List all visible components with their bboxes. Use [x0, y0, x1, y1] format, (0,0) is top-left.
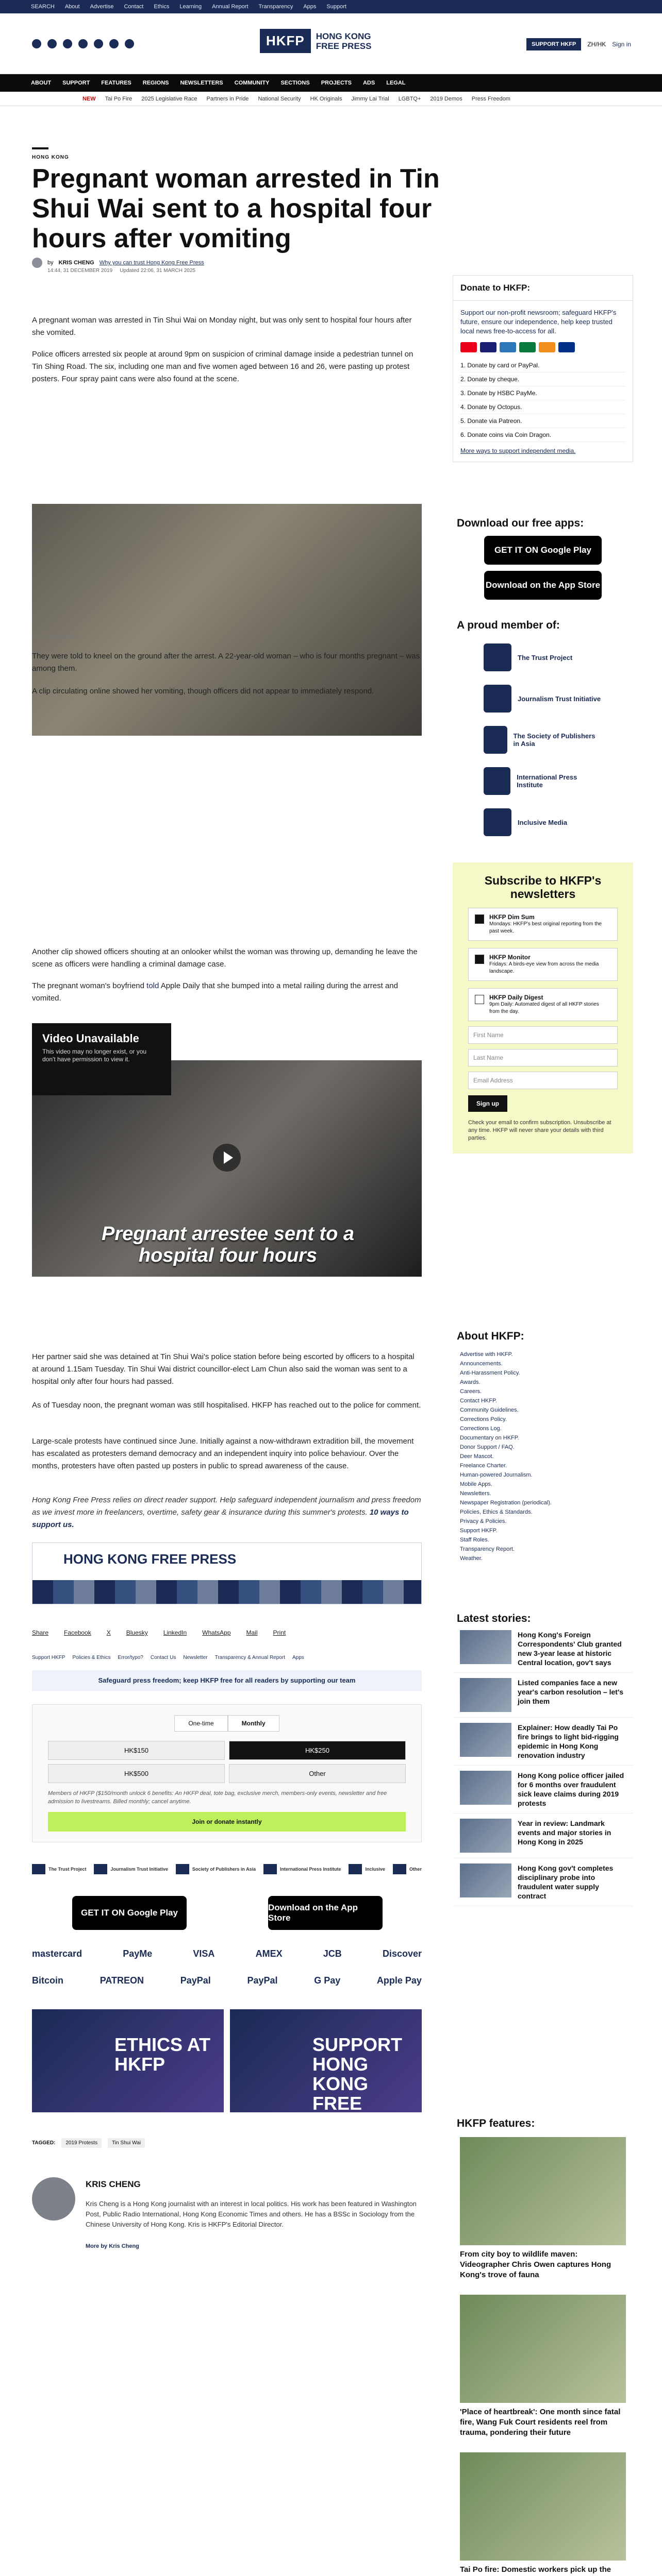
frequency-toggle — [48, 1715, 406, 1732]
trending-bar — [0, 92, 662, 106]
bitcoin-icon: Bitcoin — [32, 1975, 63, 1986]
unavailable-message: This video may no longer exist, or you don't have permission to view it. — [42, 1048, 147, 1063]
share-label: Share — [32, 1629, 49, 1636]
share-bluesky[interactable]: Bluesky — [126, 1629, 148, 1636]
tag[interactable]: 2019 Protests — [61, 2138, 102, 2148]
paragraph: As of Tuesday noon, the pregnant woman was still hospitalised. HKFP has reached out to the police for comment. — [32, 1401, 421, 1410]
donate-option[interactable]: 1. Donate by card or PayPal. — [460, 359, 625, 372]
member-logo[interactable] — [484, 637, 602, 678]
trending-link[interactable]: Partners in Pride — [206, 95, 249, 102]
share-facebook[interactable]: Facebook — [64, 1629, 91, 1636]
tag[interactable]: Tin Shui Wai — [108, 2138, 145, 2148]
about-title: About HKFP: — [457, 1330, 524, 1342]
paragraph — [32, 980, 422, 1005]
donate-option[interactable]: 6. Donate coins via Coin Dragon. — [460, 428, 625, 442]
trending-link[interactable]: LGBTQ+ — [398, 95, 421, 102]
latest-story[interactable] — [453, 1858, 633, 1906]
newsletter-option[interactable] — [468, 908, 618, 941]
amount-grid — [48, 1741, 406, 1783]
feature-story[interactable] — [453, 2287, 633, 2445]
footer-link[interactable]: Newsletter — [183, 1655, 208, 1660]
story-thumbnail — [460, 1863, 511, 1897]
amount-option[interactable]: HK$150 — [48, 1741, 225, 1760]
apps-title: Download our free apps: — [457, 517, 584, 529]
footer-link[interactable]: Error/typo? — [118, 1655, 143, 1660]
safeguard-banner[interactable]: Safeguard press freedom; keep HKFP free for all readers by supporting our team — [32, 1670, 422, 1691]
trending-link[interactable]: National Security — [258, 95, 301, 102]
tags-row — [32, 2138, 145, 2148]
article-title: Pregnant woman arrested in Tin Shui Wai sent to a hospital four hours after vomiting — [32, 164, 440, 253]
newsletter-option[interactable] — [468, 948, 618, 981]
about-link[interactable]: Deer Mascot. — [460, 1453, 494, 1460]
features-widget — [453, 2117, 633, 2576]
discover-icon: Discover — [382, 1948, 422, 1959]
about-link[interactable]: Weather. — [460, 1555, 483, 1562]
ipi-icon — [484, 767, 510, 795]
video-overlay-text: Pregnant arrestee sent to a hospital four hours — [102, 1223, 354, 1266]
paragraph: Police officers arrested six people at around 9pm on suspicion of criminal damage inside a pedestrian tunnel on Tin Shing Road. The six, including one man and five women aged between 16 and 26, were pasting up protest posters. Four spray paint cans were also found at the scene. — [32, 350, 413, 383]
newsletter-desc: Fridays: A birds-eye view from across the media landscape. — [489, 961, 599, 974]
x-icon[interactable] — [47, 39, 57, 48]
newsletter-name: HKFP Dim Sum — [489, 913, 535, 921]
util-link[interactable]: About — [64, 4, 80, 10]
hkfp-banner[interactable] — [32, 1543, 422, 1604]
story-headline: Hong Kong's Foreign Correspondents' Club granted new 3-year lease at historic Central location, gov't says — [518, 1631, 622, 1667]
byline-prefix: by — [47, 260, 54, 266]
latest-widget — [453, 1613, 633, 1906]
paragraph: Another clip showed officers shouting at an onlooker whilst the woman was throwing up, demanding he leave the scene as officers were handling a criminal damage case. — [32, 947, 418, 969]
amex-icon: AMEX — [255, 1948, 283, 1959]
about-link[interactable]: Newsletters. — [460, 1490, 491, 1497]
bluesky-icon[interactable] — [125, 39, 134, 48]
about-link[interactable]: Freelance Charter. — [460, 1463, 507, 1469]
share-linkedin[interactable]: LinkedIn — [163, 1629, 187, 1636]
utility-bar — [0, 0, 662, 13]
newsletter-note: Check your email to confirm subscription. Unsubscribe at any time. HKFP will never share your details with third parties. — [468, 1120, 611, 1141]
story-thumbnail — [460, 1819, 511, 1853]
paypal-icon — [558, 342, 575, 352]
youtube-icon[interactable] — [78, 39, 88, 48]
support-button[interactable]: SUPPORT HKFP — [526, 38, 581, 50]
author-box — [32, 2177, 422, 2260]
trust-project-icon — [32, 1864, 45, 1874]
signin-link[interactable]: Sign in — [612, 41, 631, 48]
google-pay-icon: G Pay — [314, 1975, 341, 1986]
newsletter-desc: Mondays: HKFP's best original reporting from the past week. — [489, 921, 602, 934]
about-link[interactable]: Newspaper Registration (periodical). — [460, 1500, 552, 1506]
last-name-field[interactable]: Last Name — [468, 1049, 618, 1066]
sopa-icon — [484, 726, 507, 754]
member-logo[interactable] — [484, 802, 602, 843]
footer-link[interactable]: Support HKFP — [32, 1655, 65, 1660]
google-play-button[interactable]: GET IT ON Google Play — [72, 1896, 187, 1930]
story-headline: Year in review: Landmark events and major stories in Hong Kong in 2025 — [518, 1819, 611, 1846]
mastercard-icon: mastercard — [32, 1948, 82, 1959]
header-actions — [526, 38, 631, 50]
paragraph: A clip circulating online showed her vomiting, though officers did not appear to immediately respond. — [32, 687, 374, 696]
author-bio: Kris Cheng is a Hong Kong journalist with an interest in local politics. His work has been featured in Washington Post, Public Radio International, Hong Kong Economic Times and others. He has a BSSc in Sociology from the Chinese University of Hong Kong. Kris is HKFP's Editorial Director. — [86, 2200, 417, 2228]
nav-item[interactable]: COMMUNITY — [234, 80, 270, 86]
latest-story[interactable] — [453, 1625, 633, 1673]
feature-image — [460, 2137, 626, 2245]
unavailable-video — [32, 1023, 171, 1095]
amount-option[interactable]: HK$500 — [48, 1764, 225, 1783]
inclusive-icon — [484, 808, 511, 836]
main-nav — [0, 74, 662, 92]
app-store-button[interactable]: Download on the App Store — [484, 571, 602, 600]
trending-link[interactable]: HK Originals — [310, 95, 342, 102]
support-note-text: Hong Kong Free Press relies on direct reader support. Help safeguard independent journalism and press freedom as we invest more in freelancers, overtime, safety gear & insurance during this summer's protests. — [32, 1496, 421, 1517]
other-icon — [393, 1864, 406, 1874]
trust-logos — [32, 1864, 422, 1874]
story-headline: Hong Kong gov't completes disciplinary probe into fraudulent water supply contract — [518, 1864, 614, 1900]
about-link[interactable]: Community Guidelines. — [460, 1407, 519, 1413]
byline — [32, 258, 204, 268]
feature-image — [460, 2452, 626, 2561]
paragraph: Her partner said she was detained at Tin Shui Wai's police station before being escorted by officers to a hospital at around 1.15am Tuesday. Tin Shui Wai district councillor-elect Lam Chun also said the woman was sent to a hospital only after four hours had passed. — [32, 1352, 415, 1386]
story-headline: Hong Kong police officer jailed for 6 months over fraudulent sick leave claims during 2019 protests — [518, 1771, 624, 1807]
site-header — [0, 13, 662, 74]
about-link[interactable]: Announcements. — [460, 1361, 503, 1367]
logo-line: FREE PRESS — [316, 41, 372, 51]
members-widget — [453, 619, 633, 848]
footer-link[interactable]: Policies & Ethics — [72, 1655, 111, 1660]
unavailable-title: Video Unavailable — [42, 1032, 139, 1045]
discover-icon — [539, 342, 555, 352]
trust-logo-label: Society of Publishers in Asia — [192, 1867, 256, 1872]
trust-logo[interactable] — [263, 1864, 341, 1874]
inclusive-icon — [349, 1864, 362, 1874]
donate-lead[interactable]: Support our non-profit newsroom; safeguard HKFP's future, ensure our independence, help keep trusted local news free-to-access for all. — [460, 309, 617, 335]
share-x[interactable]: X — [106, 1629, 111, 1636]
util-link[interactable]: Learning — [179, 4, 202, 10]
nav-item[interactable]: SUPPORT — [62, 80, 90, 86]
jti-icon — [484, 685, 511, 713]
nav-item[interactable]: NEWSLETTERS — [180, 80, 223, 86]
member-list — [453, 632, 633, 848]
card-icons — [460, 342, 625, 352]
trust-logo-label: The Trust Project — [48, 1867, 87, 1872]
about-link[interactable]: Staff Roles. — [460, 1537, 489, 1543]
trending-link[interactable]: Press Freedom — [471, 95, 510, 102]
app-store-button[interactable]: Download on the App Store — [268, 1896, 383, 1930]
nav-item[interactable]: ABOUT — [31, 80, 52, 86]
latest-story[interactable] — [453, 1718, 633, 1766]
ipi-icon — [263, 1864, 277, 1874]
about-link[interactable]: Corrections Log. — [460, 1426, 502, 1432]
social-icons — [32, 39, 134, 48]
tags-label: TAGGED: — [32, 2140, 56, 2146]
author-link[interactable]: KRIS CHENG — [58, 260, 94, 266]
more-ways-link[interactable]: More ways to support independent media. — [460, 447, 576, 454]
about-link[interactable]: Contact HKFP. — [460, 1398, 497, 1404]
footer-link[interactable]: Contact Us — [150, 1655, 176, 1660]
paragraph: A pregnant woman was arrested in Tin Shui Wai on Monday night, but was only sent to hospital four hours after she vomited. — [32, 316, 412, 337]
about-link[interactable]: Awards. — [460, 1379, 481, 1385]
newsletter-option[interactable] — [468, 988, 618, 1021]
about-link[interactable]: Human-powered Journalism. — [460, 1472, 533, 1478]
author-photo — [32, 2177, 75, 2221]
amount-option[interactable]: Other — [229, 1764, 406, 1783]
trust-logo-label: Journalism Trust Initiative — [110, 1867, 168, 1872]
util-link[interactable]: Support — [326, 4, 346, 10]
feature-headline: From city boy to wildlife maven: Videographer Chris Owen captures Hong Kong's trove of fauna — [460, 2250, 611, 2279]
jti-icon — [94, 1864, 107, 1874]
mastercard-icon — [460, 342, 477, 352]
donate-body — [453, 301, 633, 462]
trust-logo-label: International Press Institute — [280, 1867, 341, 1872]
paragraph-text: Apple Daily that she bumped into a metal railing during the arrest and vomited. — [32, 981, 398, 1003]
instagram-icon[interactable] — [63, 39, 72, 48]
join-button[interactable]: Join or donate instantly — [48, 1812, 406, 1832]
util-link[interactable]: Advertise — [90, 4, 114, 10]
google-play-button[interactable]: GET IT ON Google Play — [484, 536, 602, 565]
paragraph: They were told to kneel on the ground after the arrest. A 22-year-old woman – who is four months pregnant – was among them. — [32, 652, 420, 673]
footer-links — [32, 1655, 304, 1660]
author-avatar — [32, 258, 42, 268]
language-switch[interactable]: ZH/HK — [587, 41, 606, 48]
play-icon[interactable] — [213, 1144, 241, 1172]
story-headline: Explainer: How deadly Tai Po fire brings to light bid-rigging epidemic in Hong Kong renovation industry — [518, 1723, 619, 1759]
title-rule — [32, 147, 48, 149]
nav-item[interactable]: SECTIONS — [280, 80, 310, 86]
trust-logo[interactable] — [349, 1864, 385, 1874]
telegram-icon[interactable] — [94, 39, 103, 48]
about-link[interactable]: Anti-Harassment Policy. — [460, 1370, 520, 1376]
nav-item[interactable]: PROJECTS — [321, 80, 352, 86]
latest-story[interactable] — [453, 1814, 633, 1858]
new-badge: NEW — [82, 95, 96, 102]
newsletter-name: HKFP Monitor — [489, 954, 531, 961]
trust-logo-label: Inclusive — [365, 1867, 386, 1872]
trust-logo-label: Other — [409, 1867, 422, 1872]
donate-widget — [453, 275, 633, 462]
nav-item[interactable]: REGIONS — [142, 80, 169, 86]
logo-line: HONG KONG — [316, 31, 371, 41]
latest-story[interactable] — [453, 1766, 633, 1814]
story-thumbnail — [460, 1771, 511, 1805]
story-headline: Listed companies face a new year's carbon resolution – let's join them — [518, 1679, 624, 1705]
features-title: HKFP features: — [457, 2117, 535, 2129]
member-logo[interactable] — [484, 760, 602, 802]
footer-link[interactable]: Apps — [292, 1655, 304, 1660]
first-name-field[interactable]: First Name — [468, 1026, 618, 1044]
newsletter-widget — [453, 862, 633, 1154]
about-link[interactable]: Advertise with HKFP. — [460, 1351, 513, 1358]
paypal-icon: PayPal — [180, 1975, 211, 1986]
story-thumbnail — [460, 1723, 511, 1757]
apps-widget — [453, 517, 633, 606]
member-logo[interactable] — [484, 678, 602, 719]
member-label: The Society of Publishers in Asia — [513, 732, 595, 748]
util-link[interactable]: Contact — [124, 4, 144, 10]
about-widget — [453, 1330, 633, 1570]
about-link[interactable]: Donor Support / FAQ. — [460, 1444, 515, 1450]
about-link[interactable]: Support HKFP. — [460, 1528, 498, 1534]
article-kicker[interactable]: HONG KONG — [32, 155, 69, 160]
nav-item[interactable]: ADS — [362, 80, 375, 86]
logo-text — [316, 31, 372, 51]
banner-photo-strip — [32, 1580, 421, 1604]
member-label: Journalism Trust Initiative — [518, 694, 601, 703]
article-dates — [47, 268, 195, 274]
support-ways-link[interactable]: 10 ways to support us. — [32, 1508, 409, 1529]
about-link[interactable]: Documentary on HKFP. — [460, 1435, 519, 1441]
newsletter-desc: 9pm Daily: Automated digest of all HKFP stories from the day. — [489, 1002, 599, 1014]
donate-title: Donate to HKFP: — [453, 276, 633, 301]
about-link[interactable]: Mobile Apps. — [460, 1481, 492, 1487]
published-date: 14:44, 31 DECEMBER 2019 — [47, 268, 113, 274]
util-link[interactable]: Transparency — [258, 4, 293, 10]
members-title: A proud member of: — [457, 619, 560, 631]
about-link[interactable]: Careers. — [460, 1388, 482, 1395]
util-link[interactable]: Ethics — [154, 4, 170, 10]
article-photo — [32, 504, 422, 736]
feature-story[interactable] — [453, 2445, 633, 2576]
support-note — [32, 1494, 422, 1531]
facebook-icon[interactable] — [32, 39, 41, 48]
feature-image — [460, 2295, 626, 2403]
member-label: The Trust Project — [518, 653, 573, 662]
trending-link[interactable]: Jimmy Lai Trial — [351, 95, 389, 102]
paragraph: Large-scale protests have continued since June. Initially against a now-withdrawn extradition bill, the movement has escalated as protesters demand democracy and an independent inquiry into police behaviour. Over the months, protesters have often pasted up posters in public to spread awareness of the cause. — [32, 1437, 414, 1470]
newsletter-name: HKFP Daily Digest — [489, 994, 543, 1001]
trending-link[interactable]: 2025 Legislative Race — [141, 95, 197, 102]
trust-logo[interactable] — [176, 1864, 256, 1874]
one-time-option[interactable]: One-time — [174, 1715, 227, 1732]
updated-date: Updated 22:06, 31 MARCH 2025 — [120, 268, 195, 274]
share-print[interactable]: Print — [273, 1629, 286, 1636]
author-name[interactable]: KRIS CHENG — [86, 2179, 141, 2189]
util-link[interactable]: Apps — [303, 4, 317, 10]
feature-headline: 'Place of heartbreak': One month since fatal fire, Wang Fuk Court residents reel from trauma, pondering their future — [460, 2408, 621, 2437]
amount-option[interactable]: HK$250 — [229, 1741, 406, 1760]
donate-option[interactable]: 2. Donate by cheque. — [460, 372, 625, 386]
trust-logo[interactable] — [32, 1864, 87, 1874]
threads-icon[interactable] — [109, 39, 119, 48]
about-link[interactable]: Transparency Report. — [460, 1546, 515, 1552]
logo-mark: HKFP — [260, 29, 311, 53]
trust-project-icon — [484, 643, 511, 671]
share-bar — [32, 1629, 286, 1636]
apple-pay-icon: Apple Pay — [376, 1975, 422, 1986]
signup-button[interactable]: Sign up — [468, 1095, 507, 1112]
story-thumbnail — [460, 1678, 511, 1712]
apple-daily-link[interactable]: told — [146, 981, 159, 990]
latest-story[interactable] — [453, 1673, 633, 1718]
nav-item[interactable]: FEATURES — [101, 80, 131, 86]
trending-link[interactable]: 2019 Demos — [430, 95, 462, 102]
donate-option[interactable]: 3. Donate by HSBC PayMe. — [460, 386, 625, 400]
trust-logo[interactable] — [94, 1864, 168, 1874]
patreon-icon: PATREON — [100, 1975, 144, 1986]
paypal-icon: PayPal — [247, 1975, 278, 1986]
trust-logo[interactable] — [393, 1864, 422, 1874]
about-link[interactable]: Policies, Ethics & Standards. — [460, 1509, 533, 1515]
membership-note: Members of HKFP ($150/month unlock 6 benefits: An HKFP deal, tote bag, exclusive merch, members-only events, newsletter and free admission to livestreams. Billed monthly; cancel anytime. — [48, 1790, 387, 1805]
jcb-icon: JCB — [323, 1948, 342, 1959]
about-list — [453, 1343, 633, 1570]
visa-icon: VISA — [193, 1948, 215, 1959]
email-field[interactable]: Email Address — [468, 1072, 618, 1089]
footer-link[interactable]: Transparency & Annual Report — [214, 1655, 285, 1660]
sopa-icon — [176, 1864, 189, 1874]
ethics-promo[interactable]: ETHICS AT HKFP — [32, 2009, 224, 2112]
story-thumbnail — [460, 1630, 511, 1664]
banner-title: HONG KONG FREE PRESS — [63, 1551, 237, 1567]
util-link[interactable]: Annual Report — [212, 4, 249, 10]
donation-box — [32, 1704, 422, 1842]
feature-headline: Tai Po fire: Domestic workers pick up the — [460, 2565, 611, 2574]
jcb-icon — [519, 342, 536, 352]
amex-icon — [500, 342, 516, 352]
member-label: International Press Institute — [517, 773, 577, 789]
monthly-option[interactable]: Monthly — [228, 1715, 279, 1732]
share-mail[interactable]: Mail — [246, 1629, 258, 1636]
support-promo[interactable]: SUPPORT HONG KONG FREE PRESS — [230, 2009, 422, 2112]
share-whatsapp[interactable]: WhatsApp — [202, 1629, 231, 1636]
trust-link[interactable]: Why you can trust Hong Kong Free Press — [99, 260, 204, 266]
payment-logos-1 — [32, 1948, 422, 1959]
nav-item[interactable]: LEGAL — [386, 80, 406, 86]
about-link[interactable]: Privacy & Policies. — [460, 1518, 507, 1524]
donate-option[interactable]: 5. Donate via Patreon. — [460, 414, 625, 428]
search-link[interactable]: SEARCH — [31, 4, 55, 10]
visa-icon — [480, 342, 496, 352]
member-logo[interactable] — [484, 719, 602, 760]
newsletter-title: Subscribe to HKFP's newsletters — [484, 874, 602, 901]
feature-story[interactable] — [453, 2130, 633, 2287]
more-by-author-link[interactable]: More by Kris Cheng — [86, 2243, 139, 2249]
latest-title: Latest stories: — [457, 1613, 531, 1624]
trending-link[interactable]: Tai Po Fire — [105, 95, 133, 102]
site-logo[interactable] — [260, 29, 371, 53]
photo-caption: Photo: Screenshot. — [32, 634, 76, 639]
member-label: Inclusive Media — [518, 818, 568, 826]
paragraph-text: The pregnant woman's boyfriend — [32, 981, 147, 990]
payme-icon: PayMe — [123, 1948, 153, 1959]
donate-option[interactable]: 4. Donate by Octopus. — [460, 400, 625, 414]
about-link[interactable]: Corrections Policy. — [460, 1416, 507, 1422]
payment-logos-2 — [32, 1975, 422, 1986]
